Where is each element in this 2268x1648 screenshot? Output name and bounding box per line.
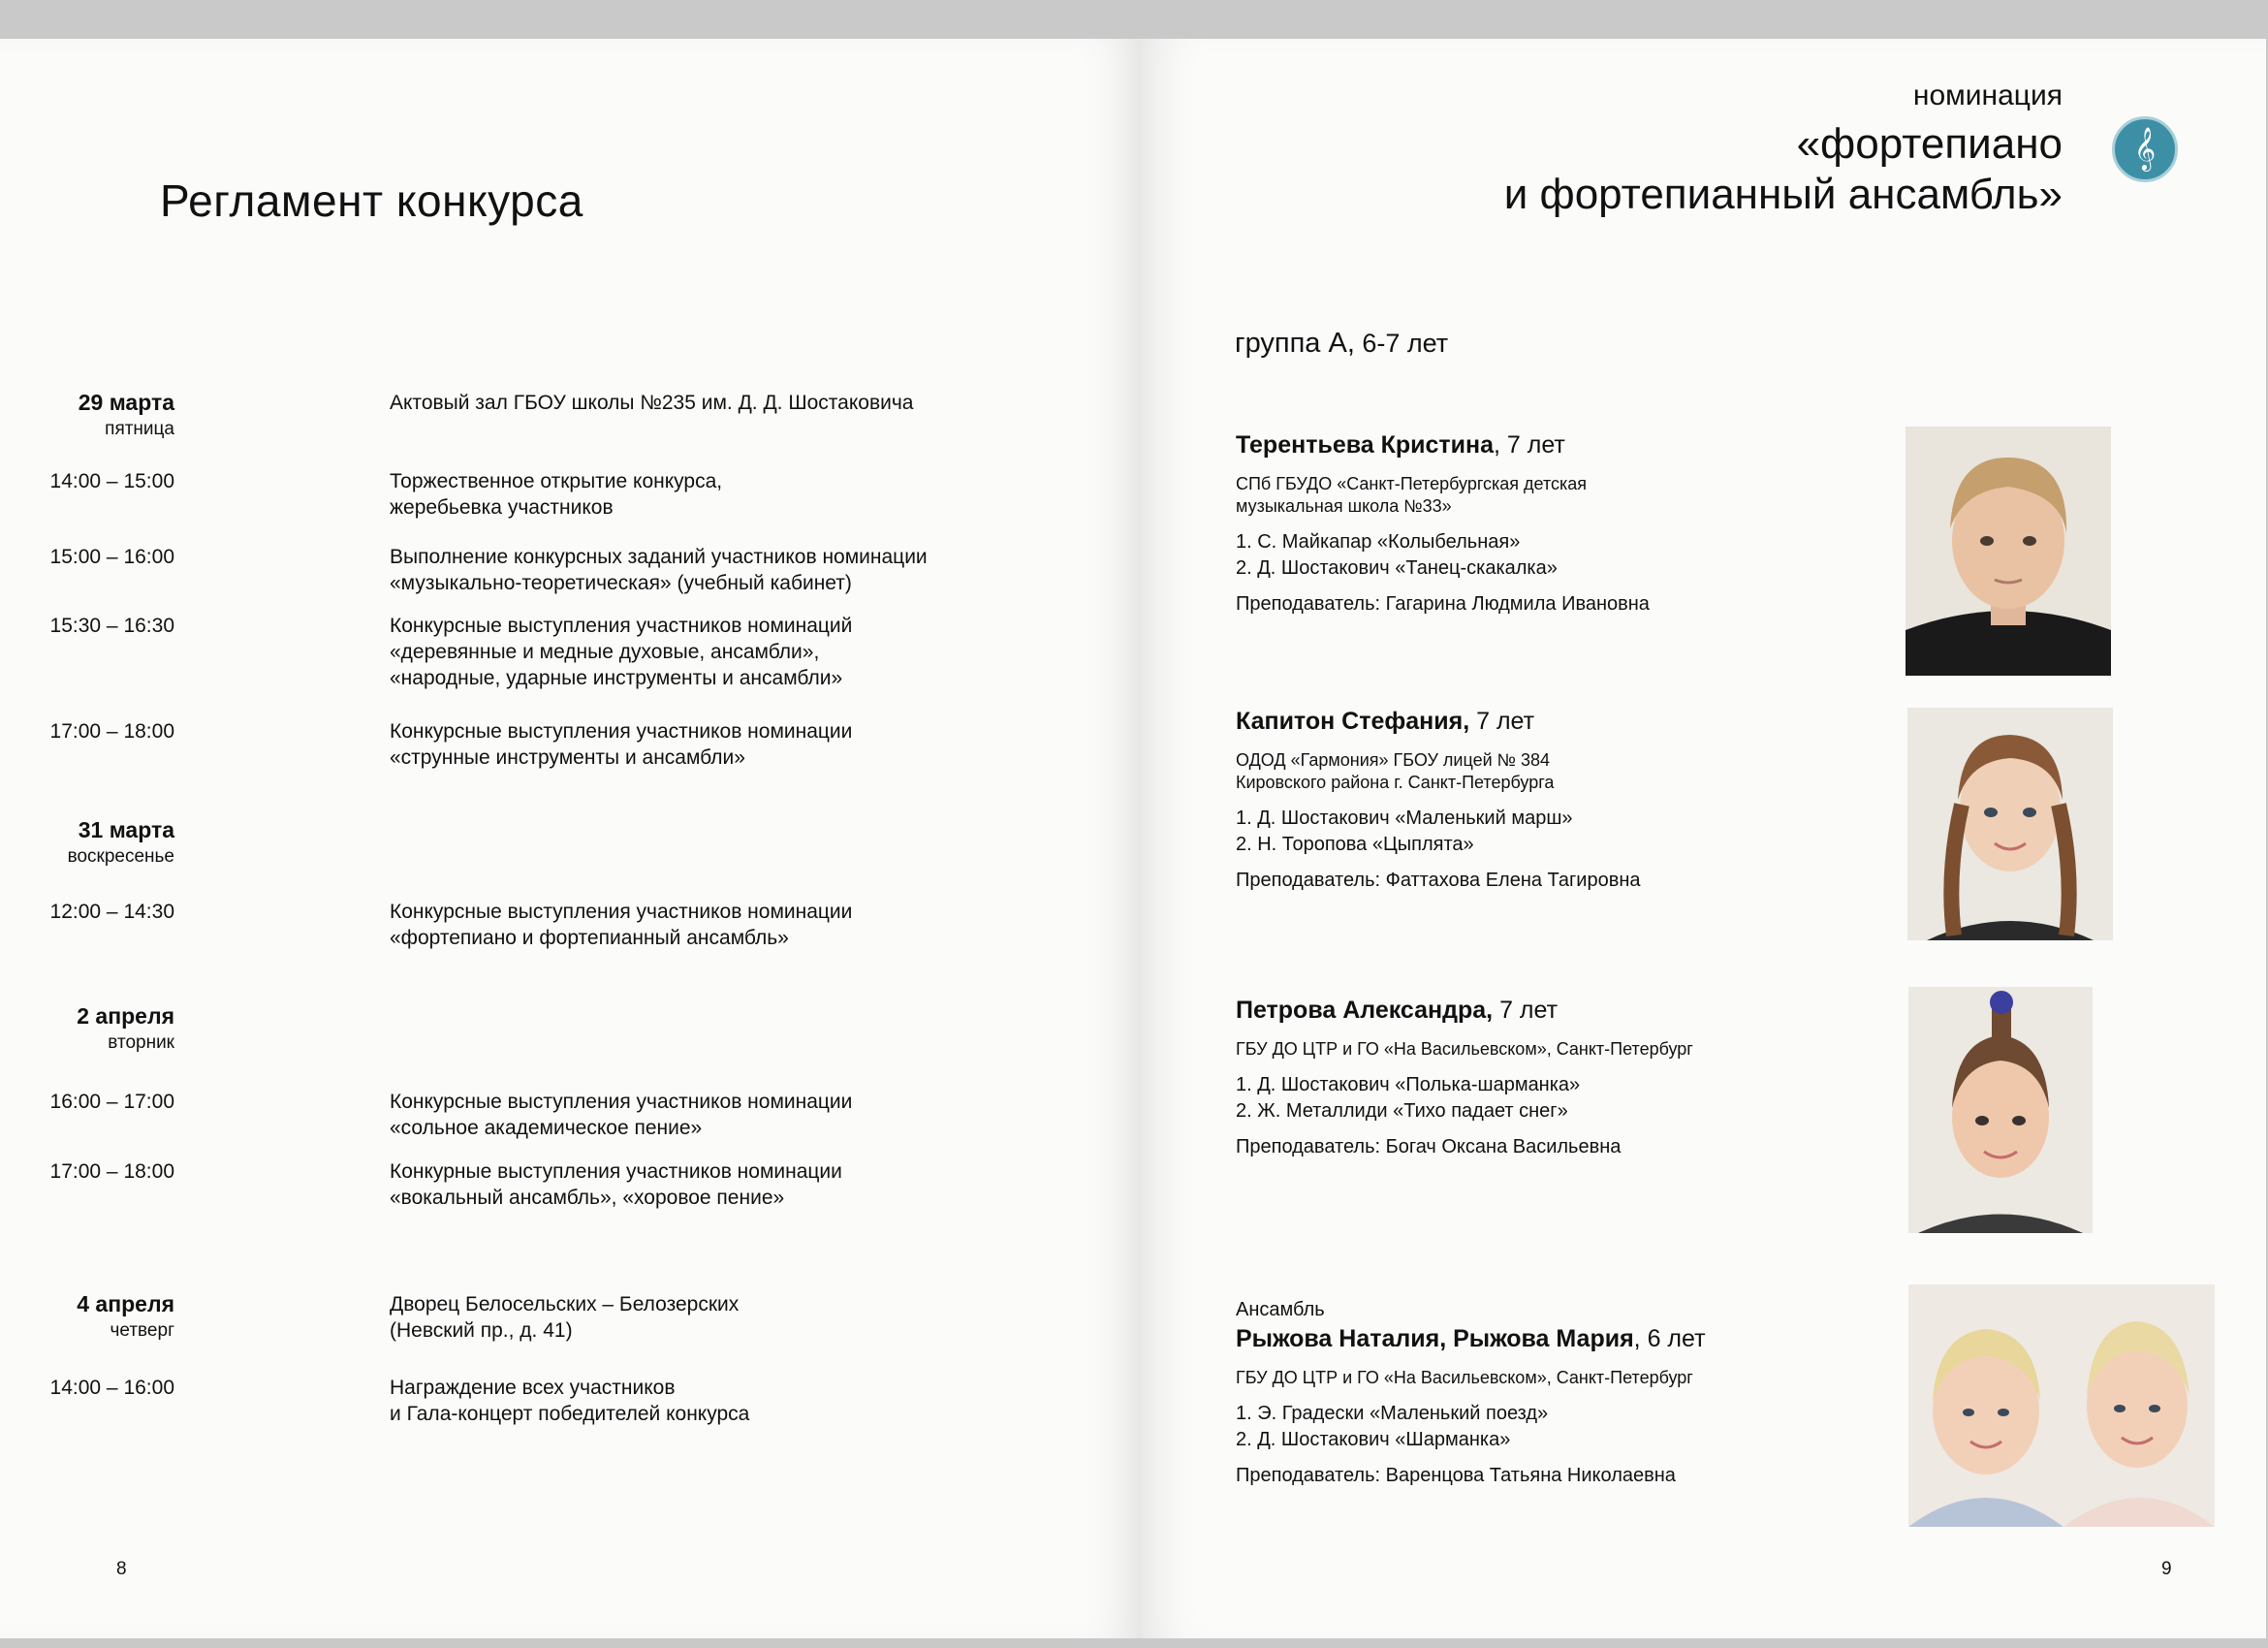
schedule-description (390, 718, 1020, 771)
ensemble-label: Ансамбль (1236, 1299, 1325, 1320)
school-line: ГБУ ДО ЦТР и ГО «На Васильевском», Санкт-Петербург (1236, 1039, 1693, 1059)
schedule-day: 31 марта (78, 817, 174, 842)
schedule-weekday: вторник (108, 1032, 174, 1053)
schedule-time: 14:00 – 16:00 (49, 1377, 174, 1399)
school-line: музыкальная школа №33» (1236, 496, 1452, 516)
schedule-weekday: пятница (105, 419, 174, 439)
schedule-time: 12:00 – 14:30 (49, 901, 174, 923)
right-page (1142, 39, 2266, 1638)
participant-teacher: Преподаватель: Богач Оксана Васильевна (1236, 1136, 1622, 1157)
repertoire-item: 1. Д. Шостакович «Маленький марш» (1236, 808, 1573, 829)
participant-entry (1236, 997, 1837, 1158)
participant-repertoire (1236, 529, 1837, 582)
participant-repertoire (1236, 1401, 1837, 1453)
repertoire-item: 2. Ж. Металлиди «Тихо падает снег» (1236, 1100, 1568, 1122)
participant-age: , 7 лет (1494, 431, 1565, 459)
participant-entry (1236, 708, 1837, 892)
schedule-description-line: «деревянные и медные духовые, ансамбли», (390, 641, 820, 663)
schedule-time: 15:00 – 16:00 (49, 546, 174, 568)
participant-school (1236, 473, 1837, 518)
page-title: Регламент конкурса (160, 175, 583, 226)
group-heading (1235, 328, 1448, 360)
nomination-title-line1: «фортепиано (1796, 120, 2063, 168)
participant-teacher: Преподаватель: Гагарина Людмила Ивановна (1236, 593, 1650, 615)
schedule-description (390, 1291, 1020, 1344)
schedule-description (390, 613, 1020, 691)
school-line: ОДОД «Гармония» ГБОУ лицей № 384 (1236, 750, 1550, 770)
repertoire-item: 1. Д. Шостакович «Полька-шарманка» (1236, 1074, 1581, 1095)
participant-repertoire (1236, 1072, 1837, 1125)
participant-school (1236, 1367, 1837, 1389)
participant-teacher: Преподаватель: Фаттахова Елена Тагировна (1236, 870, 1641, 891)
participant-repertoire (1236, 806, 1837, 858)
participant-photo-1 (1906, 427, 2111, 676)
schedule-time: 17:00 – 18:00 (49, 720, 174, 743)
schedule-description-line: Торжественное открытие конкурса, (390, 470, 723, 492)
schedule-description (390, 1158, 1020, 1211)
participant-entry (1236, 1299, 1837, 1487)
schedule-day: 4 апреля (77, 1291, 174, 1316)
participant-age: 7 лет (1469, 708, 1535, 735)
schedule-date (77, 1003, 174, 1056)
participant-name-line (1236, 708, 1837, 736)
schedule-day: 29 марта (78, 390, 174, 415)
nomination-title-line2: и фортепианный ансамбль» (1503, 171, 2063, 218)
participant-photo-4 (1908, 1284, 2215, 1527)
page-number-left: 8 (116, 1559, 127, 1579)
schedule-description (390, 390, 1020, 416)
participant-school (1236, 1038, 1837, 1061)
schedule-time: 14:00 – 15:00 (49, 470, 174, 492)
schedule-description (390, 468, 1020, 521)
schedule-description-line: Конкурсные выступления участников номинации (390, 1091, 853, 1113)
repertoire-item: 2. Д. Шостакович «Танец-скакалка» (1236, 557, 1558, 579)
treble-clef-icon: 𝄞 (2112, 116, 2178, 182)
schedule-weekday: воскресенье (67, 846, 174, 867)
schedule-time: 17:00 – 18:00 (49, 1160, 174, 1183)
participant-name-line (1236, 1325, 1837, 1353)
school-line: СПб ГБУДО «Санкт-Петербургская детская (1236, 474, 1588, 493)
schedule-description-line: «народные, ударные инструменты и ансамбли» (390, 667, 843, 689)
participant-name-line (1236, 431, 1837, 460)
schedule-description (390, 1375, 1020, 1427)
repertoire-item: 1. С. Майкапар «Колыбельная» (1236, 531, 1521, 553)
repertoire-item: 2. Д. Шостакович «Шарманка» (1236, 1429, 1511, 1450)
schedule-description-line: Конкурные выступления участников номинации (390, 1160, 842, 1183)
participant-entry (1236, 431, 1837, 616)
schedule-description-line: жеребьевка участников (390, 496, 614, 519)
schedule-description-line: «вокальный ансамбль», «хоровое пение» (390, 1187, 785, 1209)
participant-photo-2 (1907, 708, 2113, 940)
schedule-time: 16:00 – 17:00 (49, 1091, 174, 1113)
participant-name-line (1236, 997, 1837, 1025)
schedule-description-line: Конкурсные выступления участников номинации (390, 901, 853, 923)
left-page (0, 39, 1142, 1638)
repertoire-item: 2. Н. Торопова «Цыплята» (1236, 834, 1474, 855)
school-line: ГБУ ДО ЦТР и ГО «На Васильевском», Санкт-Петербург (1236, 1368, 1693, 1387)
repertoire-item: 1. Э. Градески «Маленький поезд» (1236, 1403, 1549, 1424)
schedule-description (390, 544, 1020, 596)
schedule-date (77, 1291, 174, 1344)
schedule-date (79, 390, 174, 442)
participant-photo-3 (1908, 987, 2093, 1233)
page-number-right: 9 (2161, 1559, 2172, 1579)
schedule-description-line: Награждение всех участников (390, 1377, 676, 1399)
schedule-description-line: (Невский пр., д. 41) (390, 1319, 573, 1342)
participant-name: Капитон Стефания, (1236, 708, 1470, 735)
group-age: 6-7 лет (1362, 329, 1449, 358)
participant-age: , 6 лет (1633, 1325, 1706, 1352)
participant-name: Терентьева Кристина (1236, 431, 1495, 459)
schedule-description-line: «сольное академическое пение» (390, 1117, 703, 1139)
participant-name: Петрова Александра, (1236, 997, 1494, 1024)
school-line: Кировского района г. Санкт-Петербурга (1236, 773, 1555, 792)
schedule-description-line: Актовый зал ГБОУ школы №235 им. Д. Д. Шостаковича (390, 392, 914, 414)
schedule-description-line: «фортепиано и фортепианный ансамбль» (390, 927, 789, 949)
schedule-description (390, 899, 1020, 951)
schedule-description-line: «струнные инструменты и ансамбли» (390, 746, 745, 769)
schedule-day: 2 апреля (77, 1003, 174, 1029)
schedule-weekday: четверг (110, 1320, 174, 1341)
schedule-time: 15:30 – 16:30 (49, 615, 174, 637)
participant-name: Рыжова Наталия, Рыжова Мария (1236, 1325, 1634, 1352)
participant-age: 7 лет (1493, 997, 1559, 1024)
participant-school (1236, 749, 1837, 794)
schedule-description (390, 1089, 1020, 1141)
schedule-description-line: Конкурсные выступления участников номинации (390, 720, 853, 743)
nomination-label: номинация (1912, 79, 2063, 111)
schedule-description-line: Выполнение конкурсных заданий участников номинации (390, 546, 928, 568)
schedule-description-line: Дворец Белосельских – Белозерских (390, 1293, 740, 1315)
participant-teacher: Преподаватель: Варенцова Татьяна Николаевна (1236, 1465, 1676, 1486)
schedule-description-line: и Гала-концерт победителей конкурса (390, 1403, 750, 1425)
schedule-description-line: Конкурсные выступления участников номинаций (390, 615, 853, 637)
schedule-description-line: «музыкально-теоретическая» (учебный кабинет) (390, 572, 852, 594)
group-name: группа А, (1235, 328, 1355, 359)
schedule-date (68, 817, 174, 870)
